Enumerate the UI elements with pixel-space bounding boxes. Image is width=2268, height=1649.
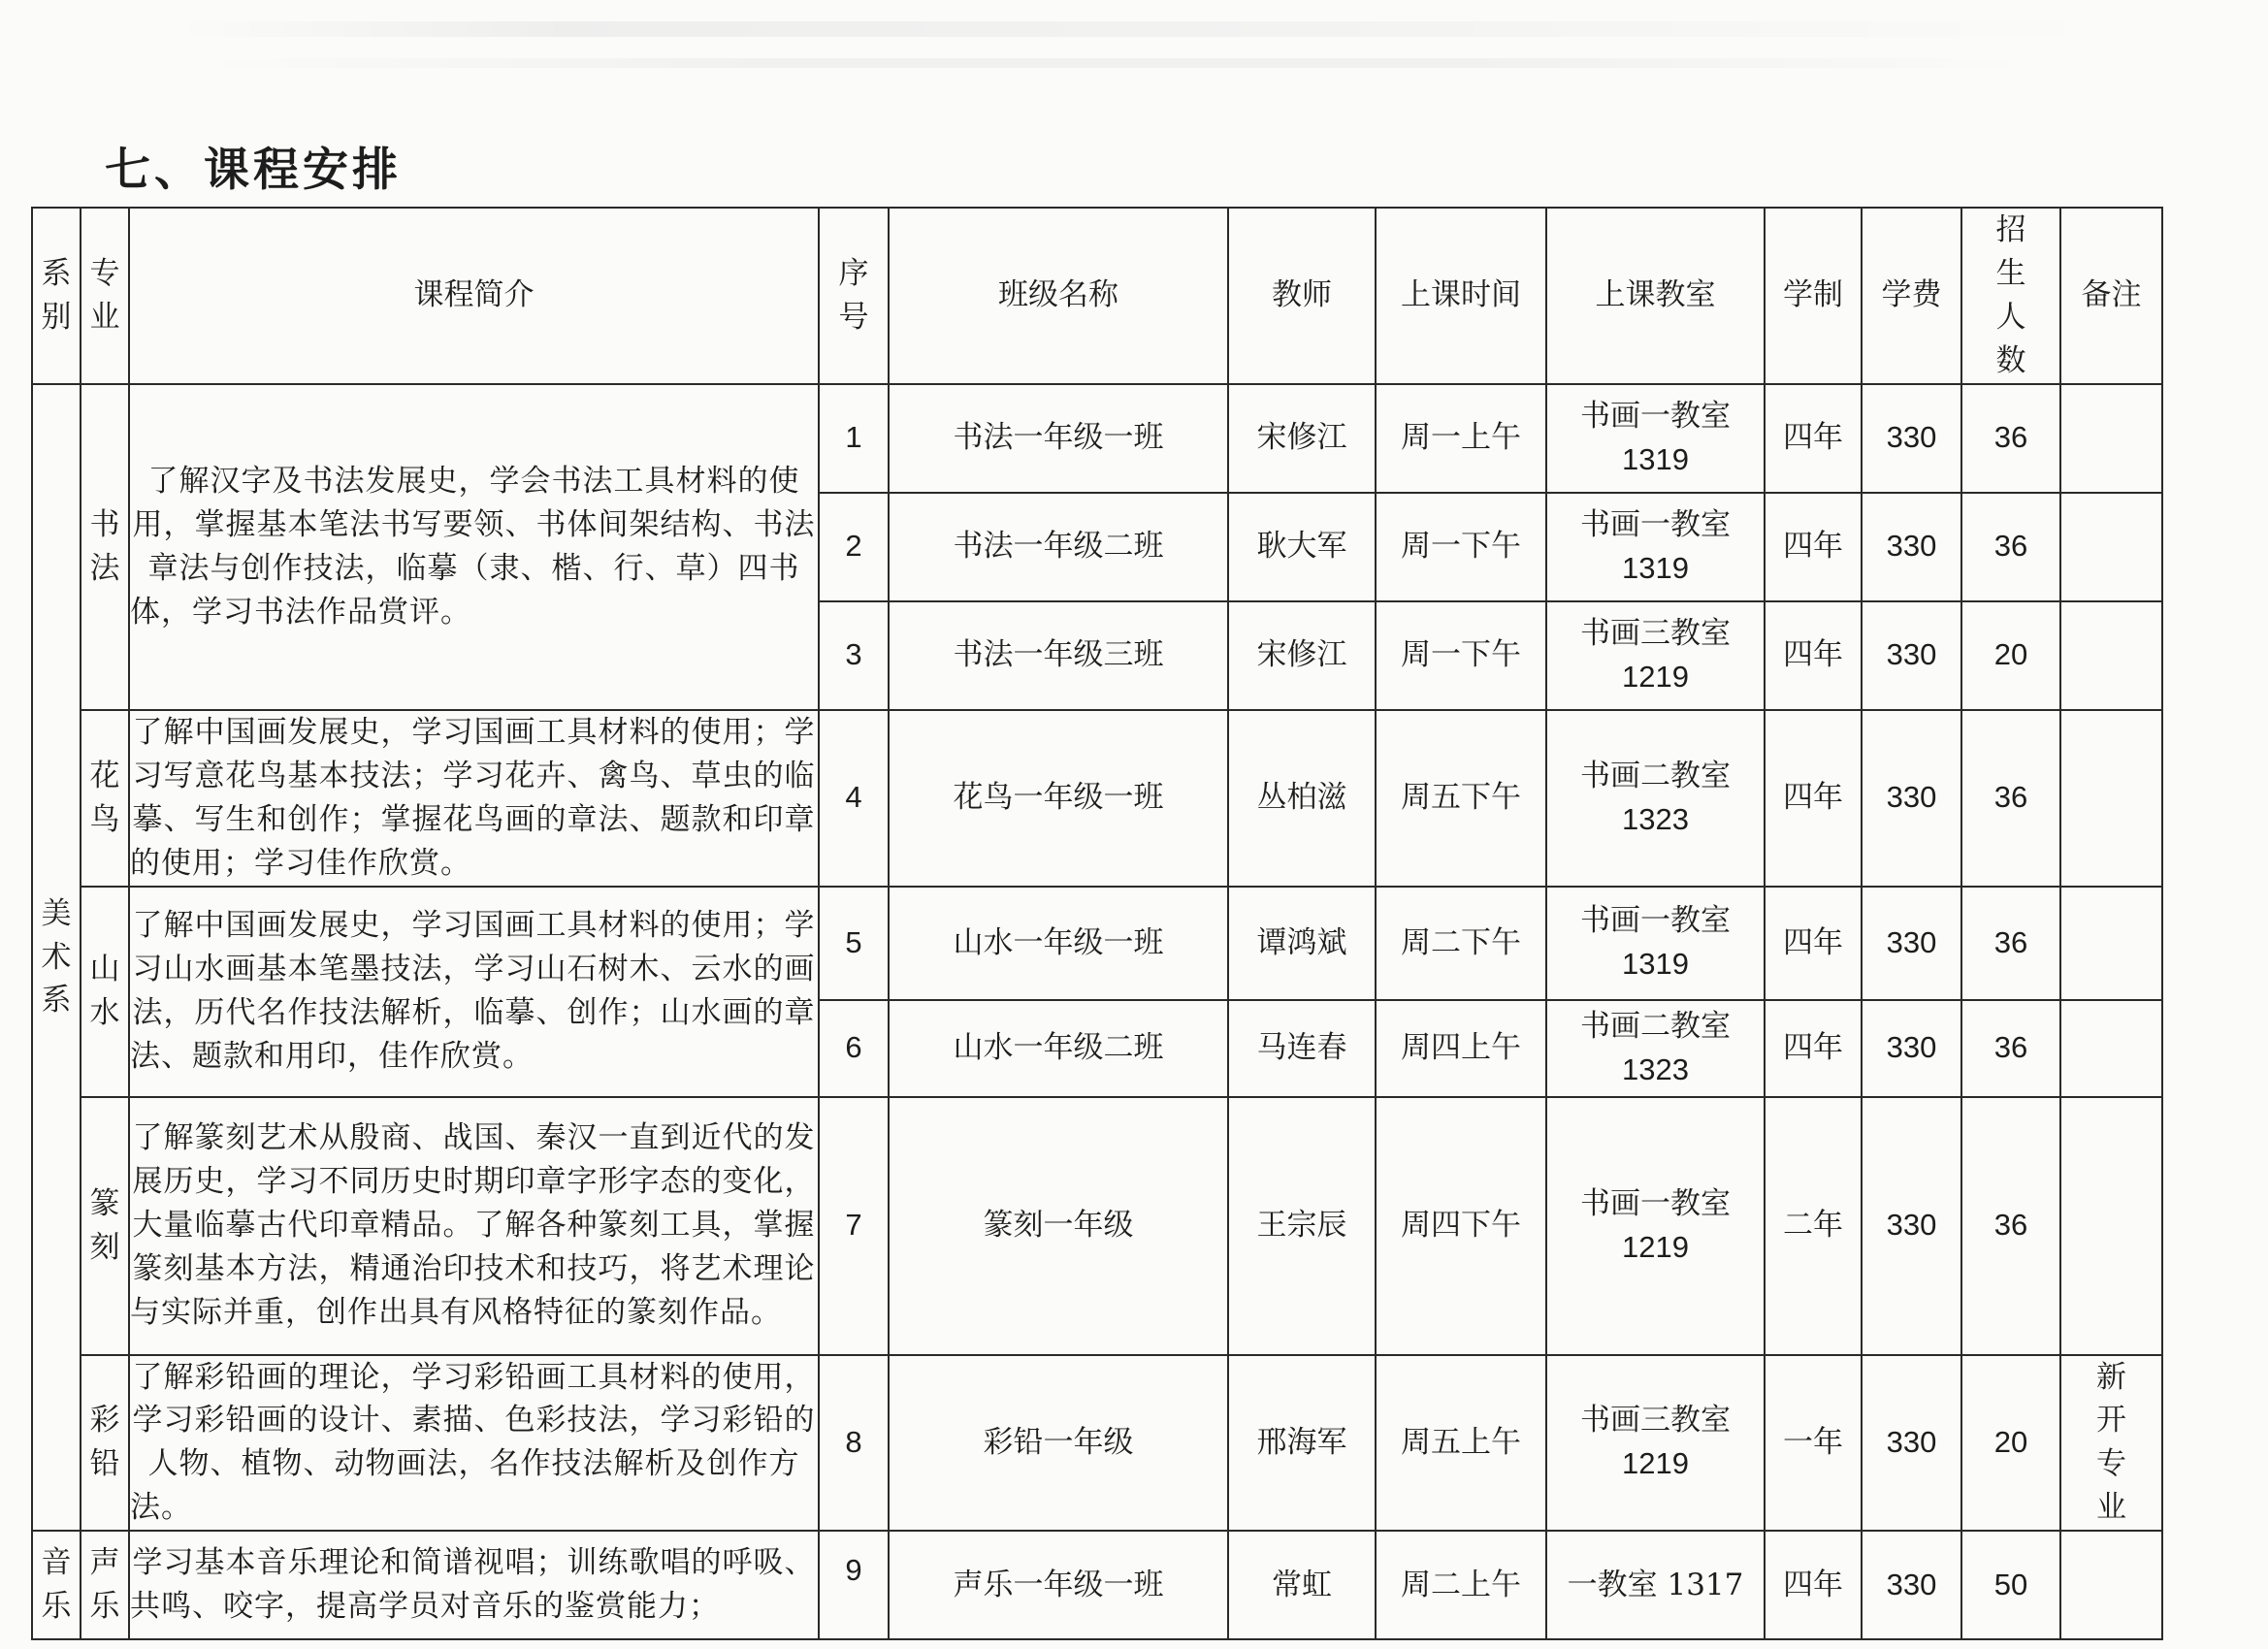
table-row: [32, 887, 2162, 1000]
time-cell: 周四上午: [1376, 1000, 1546, 1097]
intro-cell-flower-bird: 了解中国画发展史，学习国画工具材料的使用；学习写意花鸟基本技法；学习花卉、禽鸟、草虫的临摹、写生和创作；掌握花鸟画的章法、题款和印章的使用；学习佳作欣赏。: [129, 710, 819, 887]
intro-cell-seal: 了解篆刻艺术从殷商、战国、秦汉一直到近代的发展历史，学习不同历史时期印章字形字态的变化，大量临摹古代印章精品。了解各种篆刻工具，掌握篆刻基本方法，精通治印技术和技巧，将艺术理论与实际并重，创作出具有风格特征的篆刻作品。: [129, 1097, 819, 1355]
table-row: [32, 1097, 2162, 1355]
header-seq: 序 号: [819, 208, 889, 384]
duration-cell: 四年: [1765, 1531, 1862, 1639]
section-title: 七、课程安排: [105, 144, 402, 197]
intro-cell-landscape: 了解中国画发展史，学习国画工具材料的使用；学习山水画基本笔墨技法，学习山石树木、云水的画法，历代名作技法解析，临摹、创作；山水画的章法、题款和用印，佳作欣赏。: [129, 887, 819, 1097]
enroll-cell: 20: [1961, 601, 2060, 710]
note-cell: [2060, 887, 2162, 1000]
room-cell: 一教室 1317: [1546, 1531, 1765, 1639]
class-name-cell: 书法一年级二班: [889, 493, 1228, 601]
class-name-cell: 山水一年级二班: [889, 1000, 1228, 1097]
header-class-name: 班级名称: [889, 208, 1228, 384]
seq-cell: 6: [819, 1000, 889, 1097]
time-cell: 周五下午: [1376, 710, 1546, 887]
header-major: 专 业: [81, 208, 129, 384]
time-cell: 周五上午: [1376, 1355, 1546, 1532]
room-cell: 书画二教室 1323: [1546, 1000, 1765, 1097]
seq-cell: 3: [819, 601, 889, 710]
room-cell: 书画一教室 1319: [1546, 384, 1765, 493]
header-row: [32, 208, 2162, 384]
enroll-cell: 50: [1961, 1531, 2060, 1639]
note-cell: [2060, 384, 2162, 493]
duration-cell: 四年: [1765, 384, 1862, 493]
note-cell: [2060, 601, 2162, 710]
major-cell-calligraphy: 书 法: [81, 384, 129, 710]
teacher-cell: 王宗辰: [1228, 1097, 1376, 1355]
teacher-cell: 谭鸿斌: [1228, 887, 1376, 1000]
note-cell: [2060, 493, 2162, 601]
fee-cell: 330: [1862, 601, 1961, 710]
scan-artifact: [175, 21, 2115, 37]
header-time: 上课时间: [1376, 208, 1546, 384]
teacher-cell: 邢海军: [1228, 1355, 1376, 1532]
fee-cell: 330: [1862, 493, 1961, 601]
room-cell: 书画一教室 1319: [1546, 493, 1765, 601]
teacher-cell: 常虹: [1228, 1531, 1376, 1639]
time-cell: 周二下午: [1376, 887, 1546, 1000]
duration-cell: 四年: [1765, 601, 1862, 710]
enroll-cell: 36: [1961, 1000, 2060, 1097]
class-name-cell: 书法一年级一班: [889, 384, 1228, 493]
room-cell: 书画一教室 1319: [1546, 887, 1765, 1000]
intro-cell-calligraphy: 了解汉字及书法发展史，学会书法工具材料的使用，掌握基本笔法书写要领、书体间架结构、书法章法与创作技法，临摹（隶、楷、行、草）四书体，学习书法作品赏评。: [129, 384, 819, 710]
duration-cell: 四年: [1765, 887, 1862, 1000]
class-name-cell: 山水一年级一班: [889, 887, 1228, 1000]
note-cell: [2060, 710, 2162, 887]
teacher-cell: 马连春: [1228, 1000, 1376, 1097]
enroll-cell: 36: [1961, 1097, 2060, 1355]
fee-cell: 330: [1862, 887, 1961, 1000]
header-duration: 学制: [1765, 208, 1862, 384]
table-row: [32, 1355, 2162, 1532]
intro-cell-color-pencil: 了解彩铅画的理论，学习彩铅画工具材料的使用，学习彩铅画的设计、素描、色彩技法，学习彩铅的人物、植物、动物画法，名作技法解析及创作方法。: [129, 1355, 819, 1532]
enroll-cell: 36: [1961, 887, 2060, 1000]
fee-cell: 330: [1862, 710, 1961, 887]
department-cell-music: 音 乐: [32, 1531, 81, 1639]
duration-cell: 四年: [1765, 1000, 1862, 1097]
department-cell-art: 美 术 系: [32, 384, 81, 1532]
intro-cell-vocal: 学习基本音乐理论和简谱视唱；训练歌唱的呼吸、共鸣、咬字，提高学员对音乐的鉴赏能力；: [129, 1531, 819, 1639]
fee-cell: 330: [1862, 384, 1961, 493]
header-teacher: 教师: [1228, 208, 1376, 384]
major-cell-color-pencil: 彩 铅: [81, 1355, 129, 1532]
header-room: 上课教室: [1546, 208, 1765, 384]
enroll-cell: 20: [1961, 1355, 2060, 1532]
note-cell: 新 开 专 业: [2060, 1355, 2162, 1532]
note-cell: [2060, 1531, 2162, 1639]
time-cell: 周一下午: [1376, 493, 1546, 601]
room-cell: 书画三教室 1219: [1546, 601, 1765, 710]
major-cell-vocal: 声 乐: [81, 1531, 129, 1639]
teacher-cell: 耿大军: [1228, 493, 1376, 601]
major-cell-flower-bird: 花 鸟: [81, 710, 129, 887]
course-schedule-table: [31, 207, 2163, 1640]
fee-cell: 330: [1862, 1097, 1961, 1355]
room-cell: 书画三教室 1219: [1546, 1355, 1765, 1532]
scan-artifact: [194, 58, 2037, 68]
teacher-cell: 丛柏滋: [1228, 710, 1376, 887]
header-note: 备注: [2060, 208, 2162, 384]
fee-cell: 330: [1862, 1000, 1961, 1097]
note-cell: [2060, 1000, 2162, 1097]
room-cell: 书画一教室 1219: [1546, 1097, 1765, 1355]
class-name-cell: 书法一年级三班: [889, 601, 1228, 710]
duration-cell: 四年: [1765, 710, 1862, 887]
teacher-cell: 宋修江: [1228, 384, 1376, 493]
major-cell-landscape: 山 水: [81, 887, 129, 1097]
duration-cell: 二年: [1765, 1097, 1862, 1355]
time-cell: 周二上午: [1376, 1531, 1546, 1639]
seq-cell: 9: [819, 1531, 889, 1639]
duration-cell: 四年: [1765, 493, 1862, 601]
time-cell: 周一上午: [1376, 384, 1546, 493]
table-row: [32, 384, 2162, 493]
header-intro: 课程简介: [129, 208, 819, 384]
fee-cell: 330: [1862, 1531, 1961, 1639]
fee-cell: 330: [1862, 1355, 1961, 1532]
class-name-cell: 篆刻一年级: [889, 1097, 1228, 1355]
enroll-cell: 36: [1961, 384, 2060, 493]
seq-cell: 1: [819, 384, 889, 493]
time-cell: 周一下午: [1376, 601, 1546, 710]
seq-cell: 7: [819, 1097, 889, 1355]
header-department: 系 别: [32, 208, 81, 384]
seq-cell: 5: [819, 887, 889, 1000]
teacher-cell: 宋修江: [1228, 601, 1376, 710]
duration-cell: 一年: [1765, 1355, 1862, 1532]
header-fee: 学费: [1862, 208, 1961, 384]
enroll-cell: 36: [1961, 493, 2060, 601]
class-name-cell: 声乐一年级一班: [889, 1531, 1228, 1639]
seq-cell: 2: [819, 493, 889, 601]
seq-cell: 8: [819, 1355, 889, 1532]
note-cell: [2060, 1097, 2162, 1355]
enroll-cell: 36: [1961, 710, 2060, 887]
table-row: [32, 710, 2162, 887]
major-cell-seal: 篆 刻: [81, 1097, 129, 1355]
header-enroll: 招 生 人 数: [1961, 208, 2060, 384]
time-cell: 周四下午: [1376, 1097, 1546, 1355]
class-name-cell: 花鸟一年级一班: [889, 710, 1228, 887]
table-row: [32, 1531, 2162, 1639]
class-name-cell: 彩铅一年级: [889, 1355, 1228, 1532]
room-cell: 书画二教室 1323: [1546, 710, 1765, 887]
seq-cell: 4: [819, 710, 889, 887]
